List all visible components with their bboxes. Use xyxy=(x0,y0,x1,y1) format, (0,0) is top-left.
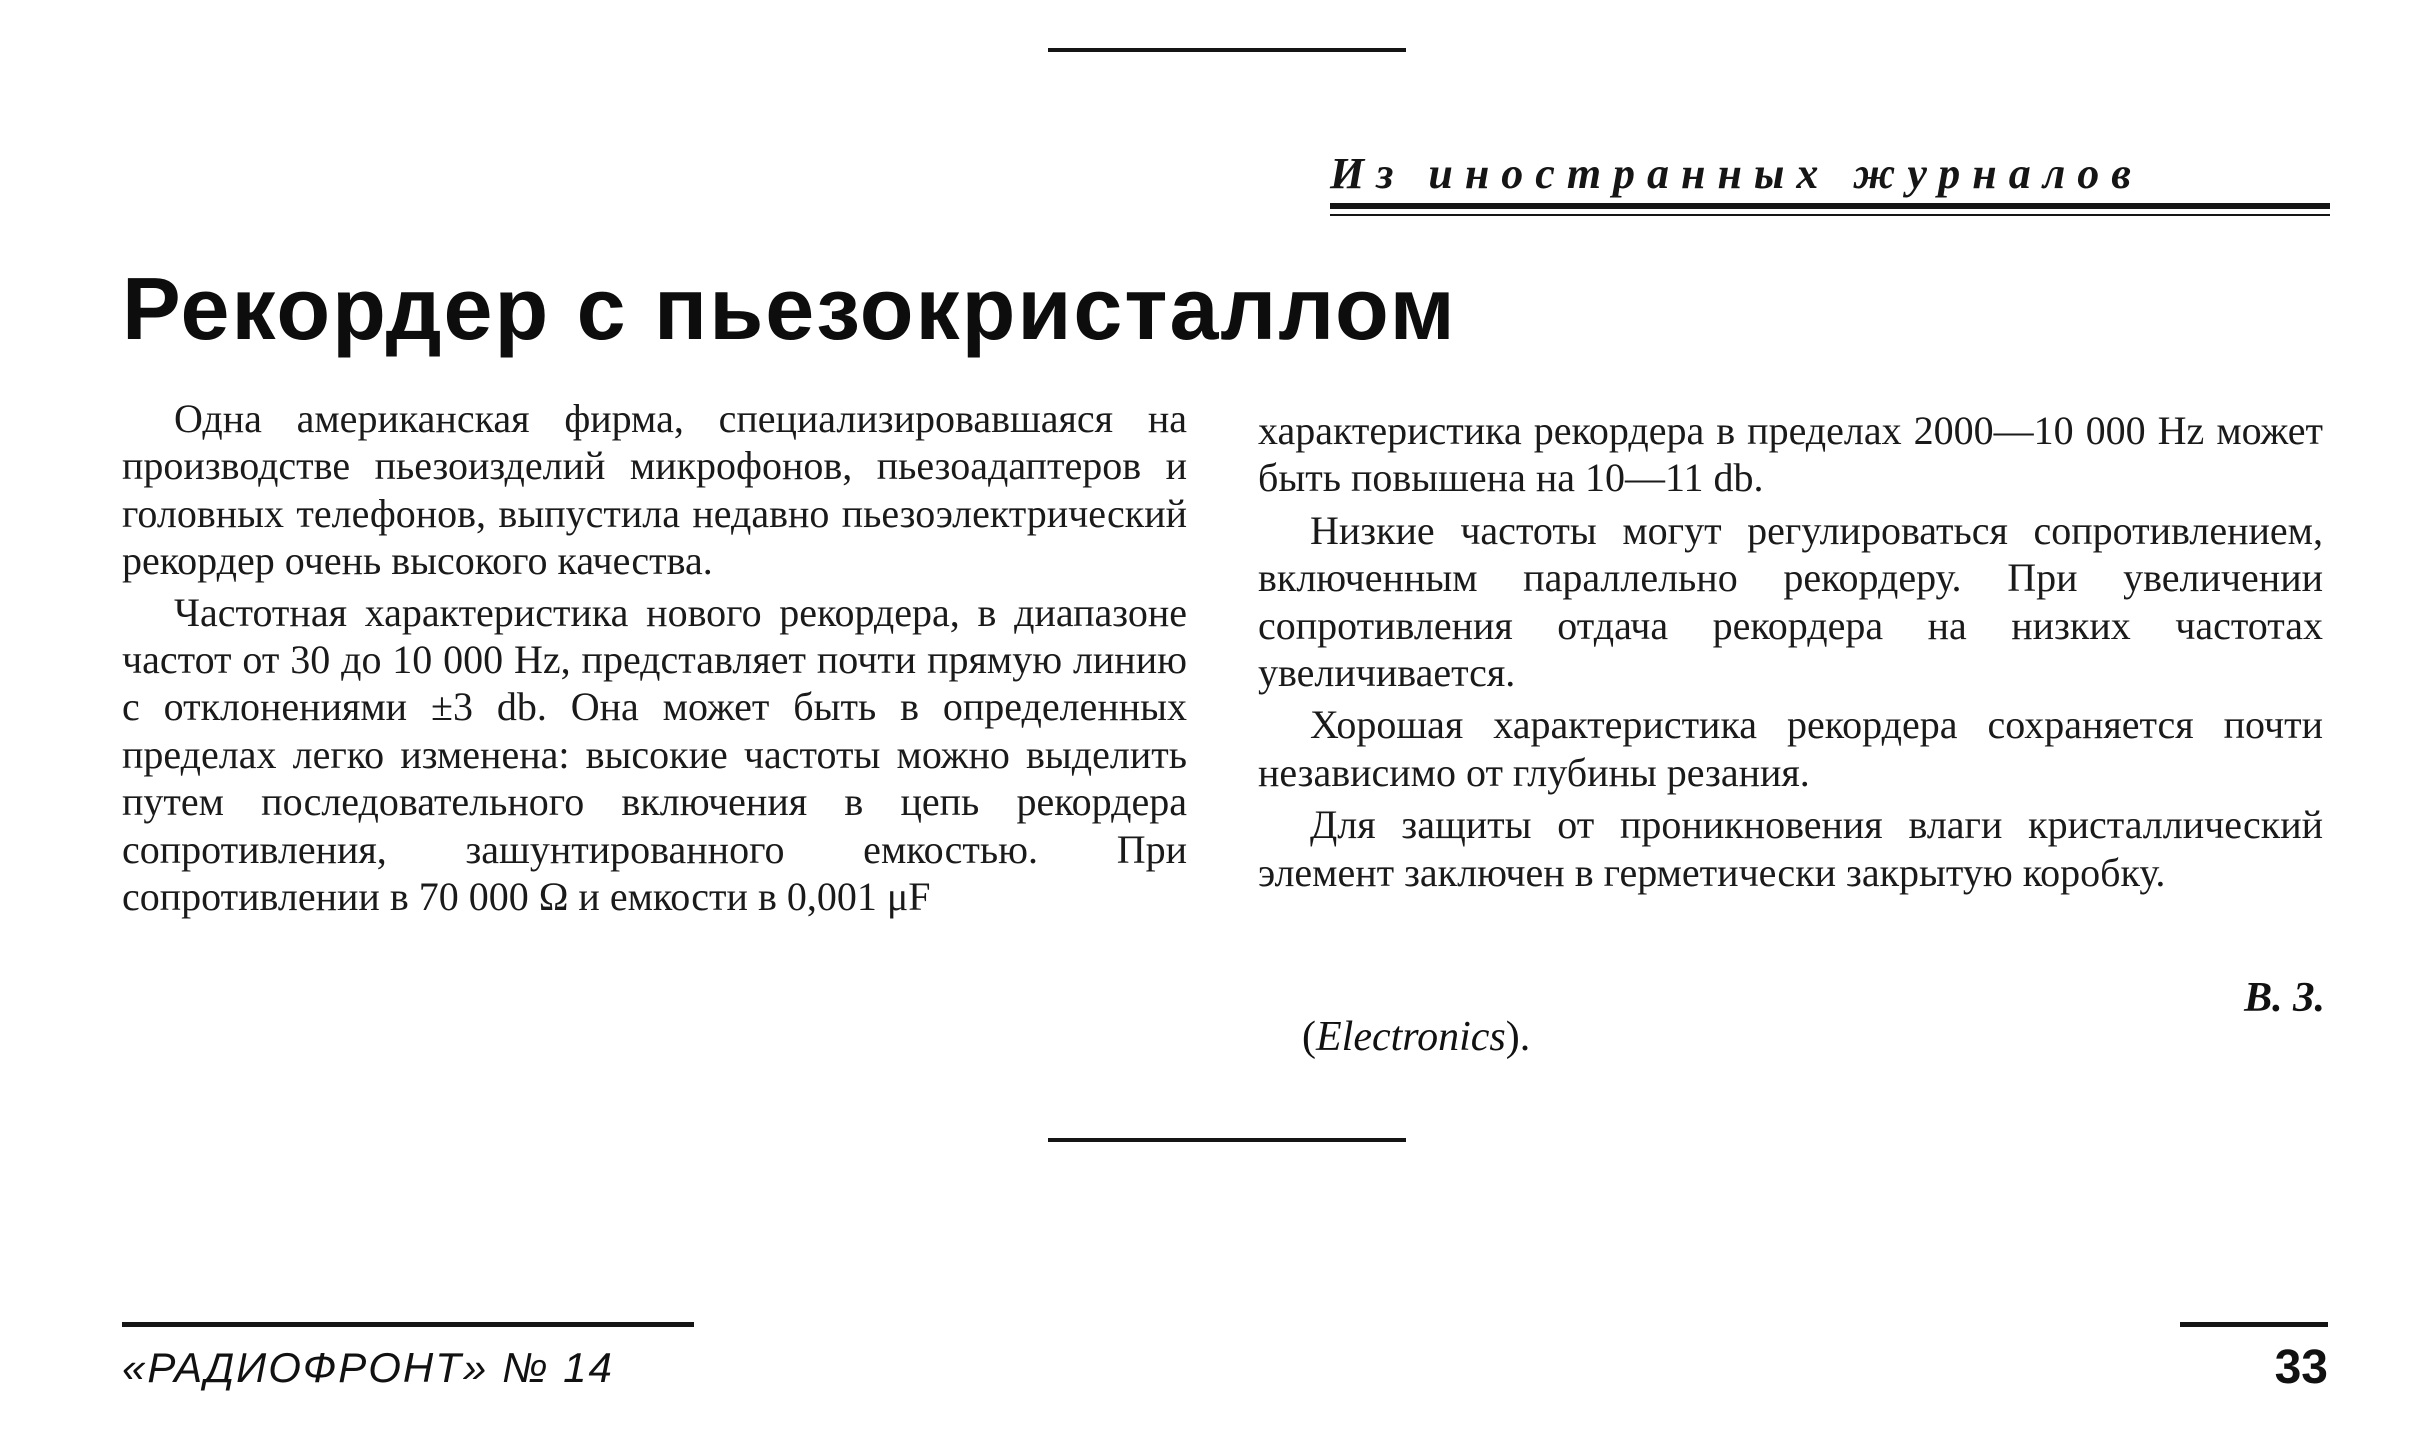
paragraph: Для защиты от проникновения влаги кристаллический элемент заключен в герметически закрытую коробку. xyxy=(1258,802,2323,895)
source-open: ( xyxy=(1302,1014,1316,1060)
section-underline-thin xyxy=(1330,214,2330,216)
footer-rule-left xyxy=(122,1322,694,1327)
mid-divider xyxy=(1048,1138,1406,1142)
paragraph: Хорошая характеристика рекордера сохраняется почти независимо от глубины резания. xyxy=(1258,702,2323,795)
page-number: 33 xyxy=(2274,1341,2328,1394)
top-divider xyxy=(1048,48,1406,52)
paragraph: Одна американская фирма, специализировавшаяся на производстве пьезоизделий микрофонов, пьезоадаптеров и головных телефонов, выпустила недавно пьезоэлектрический рекордер очень высокого качества. xyxy=(122,396,1187,584)
paragraph-continuation: характеристика рекордера в пределах 2000—10 000 Hz может быть повышена на 10—11 db. xyxy=(1258,408,2323,501)
paragraph: Частотная характеристика нового рекордера, в диапазоне частот от 30 до 10 000 Hz, представляет почти прямую линию с отклонениями ±3 db. Она может быть в определенных пределах легко изменена: высокие частоты можно выделить путем последовательного включения в цепь рекордера сопротивления, зашунтированного емкостью. При сопротивлении в 70 000 Ω и емкости в 0,001 μF xyxy=(122,589,1187,920)
section-label: Из иностранных журналов xyxy=(1330,149,2143,198)
right-column xyxy=(1258,407,2323,896)
source-name: Electronics xyxy=(1316,1014,1506,1060)
section-underline xyxy=(1330,203,2330,209)
publication-name: «РАДИОФРОНТ» № 14 xyxy=(122,1344,614,1391)
footer-rule-right xyxy=(2180,1322,2328,1327)
paragraph: Низкие частоты могут регулироваться сопротивлением, включенным параллельно рекордеру. При увеличении сопротивления отдача рекордера на низких частотах увеличивается. xyxy=(1258,507,2323,696)
left-column xyxy=(122,395,1187,920)
source-citation xyxy=(1302,1013,1530,1061)
author-signature: В. З. xyxy=(2244,975,2325,1021)
article-title: Рекордер с пьезокристаллом xyxy=(122,259,1457,358)
source-close: ). xyxy=(1505,1014,1531,1060)
